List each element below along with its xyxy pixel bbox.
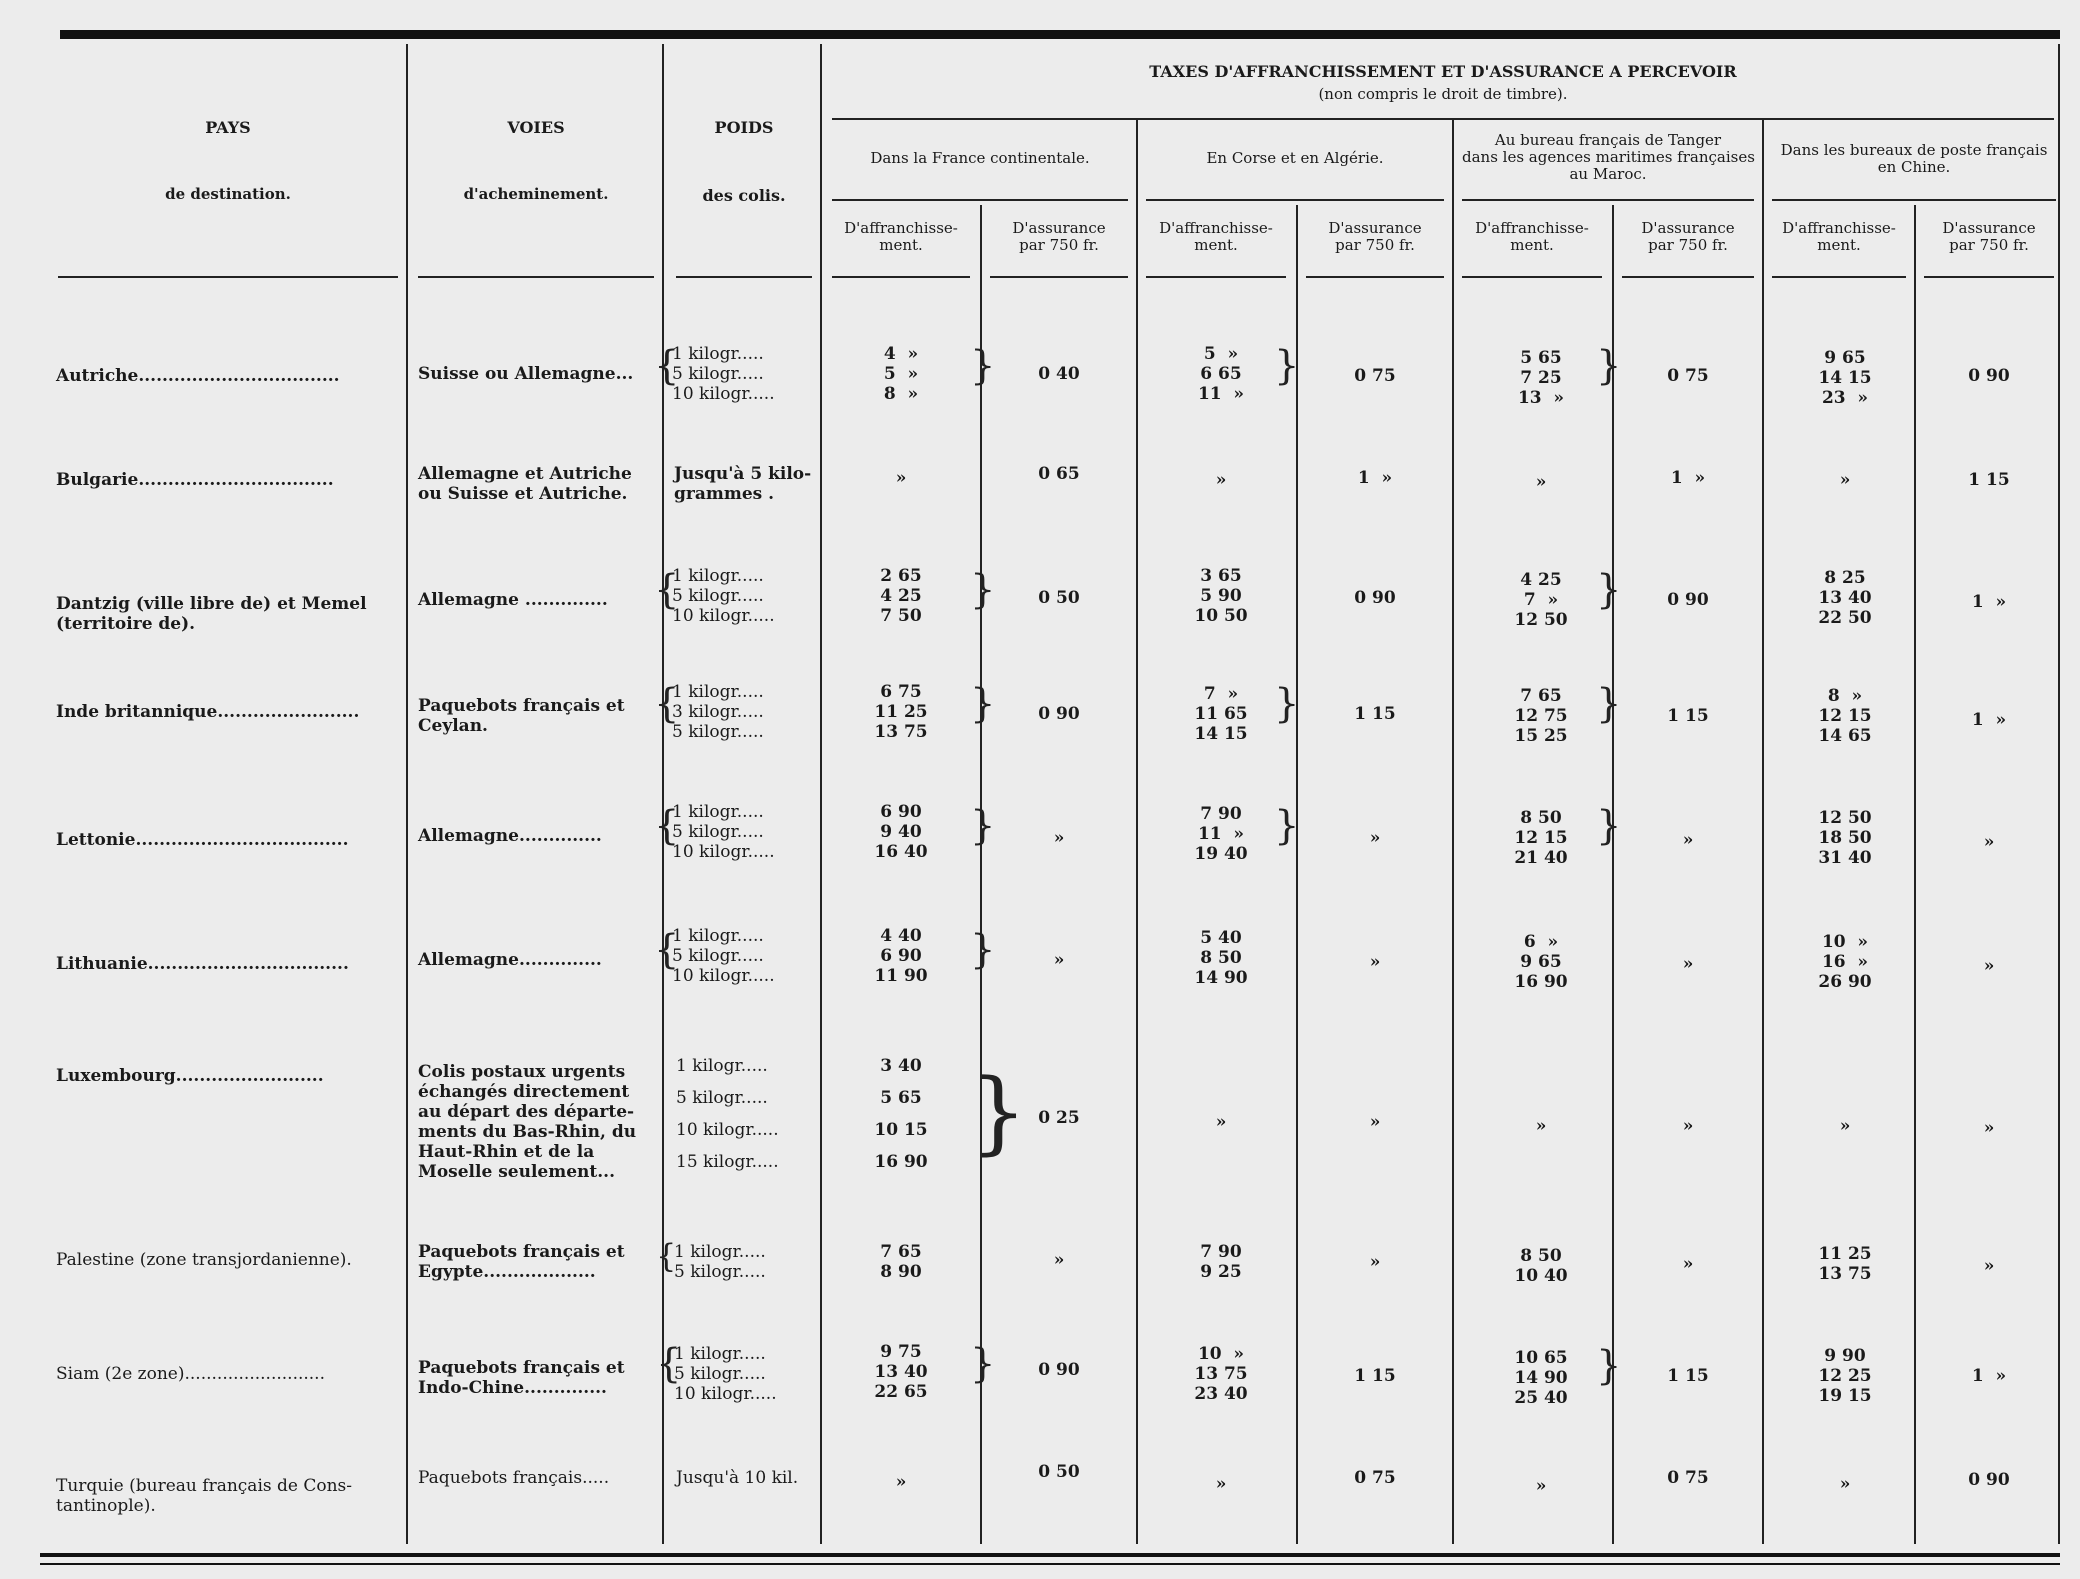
brace-icon: } bbox=[1596, 567, 1622, 613]
cell-chine-aff: 9 90 12 25 19 15 bbox=[1818, 1346, 1872, 1406]
sub-affranchissement: D'affranchisse- ment. bbox=[1159, 219, 1273, 254]
subcolumn-divider bbox=[1296, 205, 1298, 1544]
row-poids: 1 kilogr..... 5 kilogr..... 10 kilogr..... bbox=[672, 566, 775, 626]
brace-icon: } bbox=[970, 567, 996, 613]
brace-icon: { bbox=[654, 927, 680, 973]
row-voies: Paquebots français et Indo-Chine.............. bbox=[418, 1358, 625, 1398]
header-rule bbox=[832, 276, 970, 278]
brace-icon: { bbox=[654, 681, 680, 727]
cell-chine-aff: » bbox=[1839, 1474, 1851, 1494]
cell-france-aff: 3 40 5 65 10 15 16 90 bbox=[874, 1056, 928, 1172]
cell-tanger-aff: 8 50 12 15 21 40 bbox=[1514, 808, 1568, 868]
cell-chine-aff: 8 25 13 40 22 50 bbox=[1818, 568, 1872, 628]
column-divider bbox=[820, 44, 822, 1544]
cell-tanger-ass: » bbox=[1682, 954, 1694, 974]
cell-corse-ass: » bbox=[1369, 1252, 1381, 1272]
brace-icon: } bbox=[1596, 803, 1622, 849]
row-pays: Turquie (bureau français de Cons- tantinople). bbox=[56, 1476, 353, 1516]
cell-france-ass: » bbox=[1053, 1250, 1065, 1270]
cell-tanger-aff: » bbox=[1535, 1116, 1547, 1136]
row-pays: Bulgarie................................. bbox=[56, 470, 334, 490]
header-pays: PAYS bbox=[205, 118, 251, 137]
cell-corse-aff: » bbox=[1215, 1112, 1227, 1132]
row-poids: 1 kilogr..... 5 kilogr..... 10 kilogr..... bbox=[674, 1344, 777, 1404]
header-rule bbox=[676, 276, 812, 278]
cell-tanger-aff: 7 65 12 75 15 25 bbox=[1514, 686, 1568, 746]
row-poids: 1 kilogr..... 5 kilogr..... 10 kilogr..... 15 kilogr..... bbox=[676, 1056, 779, 1172]
cell-france-aff: 4 » 5 » 8 » bbox=[883, 344, 919, 404]
cell-tanger-ass: » bbox=[1682, 1254, 1694, 1274]
header-poids-sub: des colis. bbox=[702, 186, 786, 205]
cell-chine-ass: 1 » bbox=[1971, 1366, 2007, 1386]
row-poids: 1 kilogr..... 5 kilogr..... 10 kilogr..... bbox=[672, 926, 775, 986]
cell-tanger-aff: 5 65 7 25 13 » bbox=[1517, 348, 1565, 408]
cell-france-ass: 0 65 bbox=[1038, 464, 1080, 484]
cell-france-ass: 0 50 bbox=[1038, 1462, 1080, 1482]
cell-france-ass: 0 90 bbox=[1038, 704, 1080, 724]
row-voies: Paquebots français et Egypte................... bbox=[418, 1242, 625, 1282]
brace-icon: } bbox=[970, 681, 996, 727]
brace-icon: } bbox=[1596, 681, 1622, 727]
cell-france-ass: » bbox=[1053, 950, 1065, 970]
header-pays-sub: de destination. bbox=[165, 185, 291, 203]
cell-corse-aff: 7 90 9 25 bbox=[1200, 1242, 1242, 1282]
row-pays: Luxembourg......................... bbox=[56, 1066, 324, 1086]
brace-icon: } bbox=[970, 1060, 1028, 1165]
row-voies: Allemagne.............. bbox=[418, 950, 602, 970]
brace-icon: } bbox=[970, 803, 996, 849]
cell-corse-aff: 7 90 11 » 19 40 bbox=[1194, 804, 1248, 864]
cell-tanger-aff: » bbox=[1535, 1476, 1547, 1496]
sub-assurance: D'assurance par 750 fr. bbox=[1641, 219, 1735, 254]
cell-chine-aff: 8 » 12 15 14 65 bbox=[1818, 686, 1872, 746]
header-rule bbox=[1924, 276, 2054, 278]
cell-chine-ass: 0 90 bbox=[1968, 1470, 2010, 1490]
cell-chine-ass: 1 15 bbox=[1968, 470, 2010, 490]
column-divider bbox=[662, 44, 664, 1544]
cell-france-ass: 0 50 bbox=[1038, 588, 1080, 608]
cell-chine-aff: 11 25 13 75 bbox=[1818, 1244, 1872, 1284]
cell-chine-ass: 0 90 bbox=[1968, 366, 2010, 386]
cell-tanger-ass: » bbox=[1682, 830, 1694, 850]
cell-chine-ass: » bbox=[1983, 832, 1995, 852]
cell-france-aff: » bbox=[895, 468, 907, 488]
brace-icon: } bbox=[1274, 343, 1300, 389]
cell-corse-ass: » bbox=[1369, 952, 1381, 972]
cell-tanger-ass: » bbox=[1682, 1116, 1694, 1136]
row-poids: Jusqu'à 5 kilo- grammes . bbox=[674, 464, 812, 504]
row-poids: 1 kilogr..... 5 kilogr..... 10 kilogr..... bbox=[672, 344, 775, 404]
header-rule bbox=[58, 276, 398, 278]
cell-tanger-aff: 10 65 14 90 25 40 bbox=[1514, 1348, 1568, 1408]
brace-icon: } bbox=[1596, 343, 1622, 389]
row-poids: 1 kilogr..... 3 kilogr..... 5 kilogr..... bbox=[672, 682, 764, 742]
cell-chine-aff: » bbox=[1839, 1116, 1851, 1136]
row-voies: Allemagne et Autriche ou Suisse et Autriche. bbox=[418, 464, 632, 504]
sub-affranchissement: D'affranchisse- ment. bbox=[844, 219, 958, 254]
cell-corse-ass: 0 90 bbox=[1354, 588, 1396, 608]
cell-corse-ass: 1 15 bbox=[1354, 1366, 1396, 1386]
row-pays: Lithuanie.................................. bbox=[56, 954, 349, 974]
cell-france-aff: 4 40 6 90 11 90 bbox=[874, 926, 928, 986]
sub-assurance: D'assurance par 750 fr. bbox=[1012, 219, 1106, 254]
row-voies: Paquebots français et Ceylan. bbox=[418, 696, 625, 736]
brace-icon: } bbox=[970, 343, 996, 389]
cell-france-aff: 9 75 13 40 22 65 bbox=[874, 1342, 928, 1402]
cell-corse-aff: 3 65 5 90 10 50 bbox=[1194, 566, 1248, 626]
brace-icon: } bbox=[970, 927, 996, 973]
cell-chine-ass: 1 » bbox=[1971, 710, 2007, 730]
brace-icon: { bbox=[654, 567, 680, 613]
cell-corse-aff: 10 » 13 75 23 40 bbox=[1194, 1344, 1248, 1404]
cell-corse-aff: 7 » 11 65 14 15 bbox=[1194, 684, 1248, 744]
brace-icon: } bbox=[970, 1341, 996, 1387]
bottom-rule-thin bbox=[40, 1563, 2060, 1565]
row-voies: Allemagne.............. bbox=[418, 826, 602, 846]
sub-affranchissement: D'affranchisse- ment. bbox=[1782, 219, 1896, 254]
cell-france-ass: 0 40 bbox=[1038, 364, 1080, 384]
header-rule bbox=[1306, 276, 1444, 278]
sub-assurance: D'assurance par 750 fr. bbox=[1942, 219, 2036, 254]
cell-corse-aff: 5 40 8 50 14 90 bbox=[1194, 928, 1248, 988]
cell-corse-ass: 1 » bbox=[1357, 468, 1393, 488]
header-rule bbox=[832, 118, 2054, 120]
header-poids: POIDS bbox=[714, 118, 774, 137]
subcolumn-divider bbox=[1914, 205, 1916, 1544]
top-rule bbox=[60, 30, 2060, 39]
group-tanger-maroc: Au bureau français de Tanger dans les agences maritimes françaises au Maroc. bbox=[1462, 131, 1755, 183]
row-voies: Allemagne .............. bbox=[418, 590, 608, 610]
column-divider bbox=[406, 44, 408, 1544]
row-pays: Siam (2e zone).......................... bbox=[56, 1364, 325, 1384]
sub-affranchissement: D'affranchisse- ment. bbox=[1475, 219, 1589, 254]
brace-icon: } bbox=[1596, 1343, 1622, 1389]
cell-france-aff: 2 65 4 25 7 50 bbox=[880, 566, 922, 626]
header-rule bbox=[832, 199, 1128, 201]
cell-corse-ass: » bbox=[1369, 1112, 1381, 1132]
cell-france-aff: 6 90 9 40 16 40 bbox=[874, 802, 928, 862]
cell-chine-aff: 12 50 18 50 31 40 bbox=[1818, 808, 1872, 868]
header-rule bbox=[1146, 276, 1286, 278]
header-rule bbox=[1772, 199, 2056, 201]
cell-tanger-ass: 1 15 bbox=[1667, 1366, 1709, 1386]
cell-tanger-aff: 4 25 7 » 12 50 bbox=[1514, 570, 1568, 630]
sub-assurance: D'assurance par 750 fr. bbox=[1328, 219, 1422, 254]
row-pays: Lettonie.................................... bbox=[56, 830, 349, 850]
row-poids: 1 kilogr..... 5 kilogr..... bbox=[674, 1242, 766, 1282]
cell-corse-aff: » bbox=[1215, 470, 1227, 490]
cell-chine-aff: 10 » 16 » 26 90 bbox=[1818, 932, 1872, 992]
cell-tanger-ass: 0 90 bbox=[1667, 590, 1709, 610]
row-poids: Jusqu'à 10 kil. bbox=[676, 1468, 799, 1488]
cell-chine-aff: 9 65 14 15 23 » bbox=[1818, 348, 1872, 408]
bottom-rule bbox=[40, 1553, 2060, 1557]
column-divider bbox=[1136, 120, 1138, 1544]
header-rule bbox=[1772, 276, 1906, 278]
row-pays: Palestine (zone transjordanienne). bbox=[56, 1250, 352, 1270]
cell-chine-aff: » bbox=[1839, 470, 1851, 490]
cell-chine-ass: » bbox=[1983, 1118, 1995, 1138]
cell-corse-ass: » bbox=[1369, 828, 1381, 848]
cell-tanger-ass: 0 75 bbox=[1667, 1468, 1709, 1488]
column-divider bbox=[1762, 120, 1764, 1544]
cell-chine-ass: 1 » bbox=[1971, 592, 2007, 612]
header-rule bbox=[418, 276, 654, 278]
header-rule bbox=[990, 276, 1128, 278]
cell-france-ass: 0 90 bbox=[1038, 1360, 1080, 1380]
header-voies-sub: d'acheminement. bbox=[463, 185, 609, 203]
brace-icon: { bbox=[654, 803, 680, 849]
header-rule bbox=[1462, 276, 1602, 278]
cell-tanger-aff: 8 50 10 40 bbox=[1514, 1246, 1568, 1286]
cell-france-ass: 0 25 bbox=[1038, 1108, 1080, 1128]
cell-tanger-aff: 6 » 9 65 16 90 bbox=[1514, 932, 1568, 992]
row-pays: Dantzig (ville libre de) et Memel (territoire de). bbox=[56, 594, 367, 634]
cell-chine-ass: » bbox=[1983, 956, 1995, 976]
row-voies: Suisse ou Allemagne... bbox=[418, 364, 634, 384]
cell-france-ass: » bbox=[1053, 828, 1065, 848]
row-voies: Colis postaux urgents échangés directement au départ des départe- ments du Bas-Rhin, du Haut-Rhin et de la Moselle seulement... bbox=[418, 1062, 637, 1182]
header-rule bbox=[1146, 199, 1444, 201]
row-pays: Autriche.................................. bbox=[56, 366, 340, 386]
cell-france-aff: » bbox=[895, 1472, 907, 1492]
cell-corse-ass: 0 75 bbox=[1354, 1468, 1396, 1488]
cell-tanger-ass: 1 15 bbox=[1667, 706, 1709, 726]
row-poids: 1 kilogr..... 5 kilogr..... 10 kilogr..... bbox=[672, 802, 775, 862]
cell-tanger-ass: 1 » bbox=[1670, 468, 1706, 488]
group-france: Dans la France continentale. bbox=[870, 149, 1090, 167]
cell-corse-aff: » bbox=[1215, 1474, 1227, 1494]
cell-tanger-ass: 0 75 bbox=[1667, 366, 1709, 386]
brace-icon: { bbox=[654, 343, 680, 389]
brace-icon: { bbox=[656, 1237, 677, 1275]
cell-france-aff: 6 75 11 25 13 75 bbox=[874, 682, 928, 742]
header-voies: VOIES bbox=[507, 118, 565, 137]
cell-corse-ass: 1 15 bbox=[1354, 704, 1396, 724]
brace-icon: } bbox=[1274, 803, 1300, 849]
brace-icon: } bbox=[1274, 681, 1300, 727]
row-voies: Paquebots français..... bbox=[418, 1468, 610, 1488]
cell-tanger-aff: » bbox=[1535, 472, 1547, 492]
header-taxes-subtitle: (non compris le droit de timbre). bbox=[1318, 85, 1568, 103]
cell-france-aff: 7 65 8 90 bbox=[880, 1242, 922, 1282]
column-divider bbox=[1452, 120, 1454, 1544]
header-taxes-title: TAXES D'AFFRANCHISSEMENT ET D'ASSURANCE A PERCEVOIR bbox=[1149, 62, 1737, 81]
brace-icon: { bbox=[656, 1341, 682, 1387]
column-divider bbox=[2058, 44, 2060, 1544]
cell-corse-ass: 0 75 bbox=[1354, 366, 1396, 386]
group-chine: Dans les bureaux de poste français en Chine. bbox=[1780, 141, 2048, 176]
group-corse-algerie: En Corse et en Algérie. bbox=[1206, 149, 1384, 167]
row-pays: Inde britannique........................ bbox=[56, 702, 360, 722]
cell-corse-aff: 5 » 6 65 11 » bbox=[1197, 344, 1245, 404]
cell-chine-ass: » bbox=[1983, 1256, 1995, 1276]
header-rule bbox=[1622, 276, 1754, 278]
header-rule bbox=[1462, 199, 1754, 201]
